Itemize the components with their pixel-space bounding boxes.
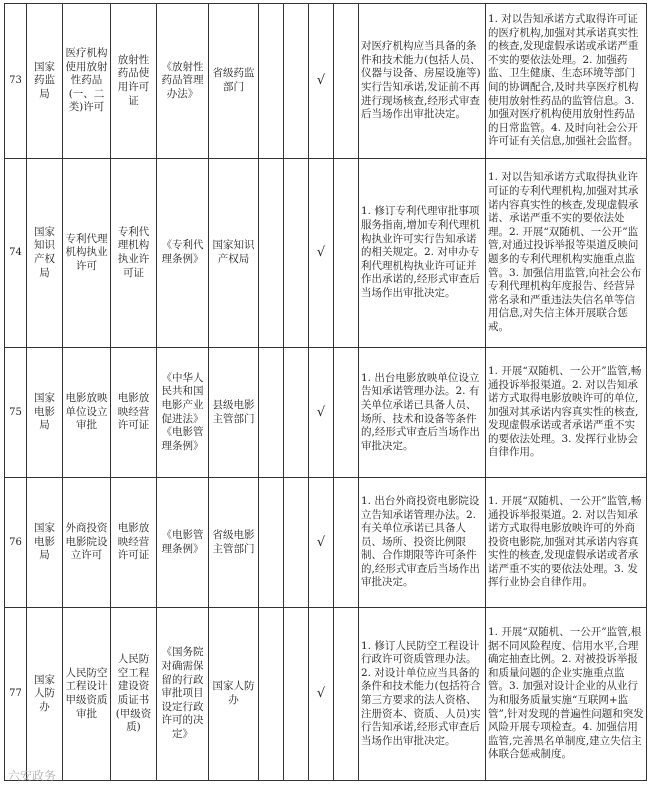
department-cell: 国家电影局 (27, 348, 63, 478)
basis-cell: 《电影管理条例》 (157, 478, 209, 608)
item-cell: 外商投资电影院设立许可 (63, 478, 111, 608)
measure-cell: 1. 修订人民防空工程设计行政许可资质管理办法。2. 对设计单位应当具备的条件和技术能力(包括符合第三方要求的法人资格、注册资本、资质、人员)实行告知承诺,经形式审查后当场作出审批决定。 (359, 608, 486, 781)
empty-cell (259, 4, 284, 159)
table-row (5, 159, 647, 348)
item-cell: 医疗机构使用放射性药品(一、二类)许可 (63, 4, 111, 159)
authority-cell: 国家人防办 (209, 608, 259, 781)
supervision-cell: 1. 对以告知承诺方式取得执业许可证的专利代理机构,加强对其承诺内容真实性的核查,发现虚假承诺、承诺严重不实的要依法处理。2. 开展“双随机、一公开”监管,对通过投诉举报等渠道反映问题多的专利代理机构实施重点监管。3. 加强信用监管,向社会公布专利代理机构年度报告、经营异常名录和严重违法失信名单等信用信息,对失信主体开展联合惩戒。 (486, 159, 647, 348)
empty-cell (334, 348, 359, 478)
authority-cell: 省级药监部门 (209, 4, 259, 159)
check-mark: √ (309, 608, 334, 781)
check-mark: √ (309, 159, 334, 348)
basis-cell: 《放射性药品管理办法》 (157, 4, 209, 159)
authority-cell: 县级电影主管部门 (209, 348, 259, 478)
department-cell: 国家人防办 (27, 608, 63, 781)
license-cell: 电影放映经营许可证 (111, 478, 157, 608)
department-cell: 国家药监局 (27, 4, 63, 159)
row-number: 76 (5, 478, 27, 608)
empty-cell (259, 348, 284, 478)
empty-cell (284, 478, 309, 608)
basis-cell: 《中华人民共和国电影产业促进法》《电影管理条例》 (157, 348, 209, 478)
measure-cell: 1. 出台外商投资电影院设立告知承诺管理办法。2. 有关单位承诺已具备人员、场所、投资比例限制、合作期限等许可条件的,经形式审查后当场作出审批决定。 (359, 478, 486, 608)
table-row (5, 478, 647, 608)
supervision-cell: 1. 开展“双随机、一公开”监管,畅通投诉举报渠道。2. 对以告知承诺方式取得电影放映许可的外商投资电影院,加强对其承诺内容真实性的核查,发现虚假承诺或者承诺严重不实的要依法处理。3. 发挥行业协会自律作用。 (486, 478, 647, 608)
supervision-cell: 1. 开展“双随机、一公开”监管,根据不同风险程度、信用水平,合理确定抽查比例。2. 对被投诉举报和质量问题的企业实施重点监管。3. 加强对设计企业的从业行为和服务质量实施“互联网+监管”,针对发现的普遍性问题和突发风险开展专项检查。4. 加强信用监管,完善黑名单制度,建立失信主体联合惩戒制度。 (486, 608, 647, 781)
authority-cell: 国家知识产权局 (209, 159, 259, 348)
department-cell: 国家知识产权局 (27, 159, 63, 348)
watermark-logo (8, 767, 56, 784)
supervision-cell: 1. 开展“双随机、一公开”监管,畅通投诉举报渠道。2. 对以告知承诺方式取得电影放映许可的单位,加强对其承诺内容真实性的核查,发现虚假承诺或者承诺严重不实的要依法处理。3. 发挥行业协会自律作用。 (486, 348, 647, 478)
license-table (4, 3, 647, 781)
table-row (5, 608, 647, 781)
item-cell: 人民防空工程设计甲级资质审批 (63, 608, 111, 781)
empty-cell (259, 478, 284, 608)
department-cell: 国家电影局 (27, 478, 63, 608)
license-cell: 电影放映经营许可证 (111, 348, 157, 478)
check-mark: √ (309, 348, 334, 478)
row-number: 73 (5, 4, 27, 159)
check-mark: √ (309, 478, 334, 608)
license-cell: 放射性药品使用许可证 (111, 4, 157, 159)
measure-cell: 1. 出台电影放映单位设立告知承诺管理办法。2. 有关单位承诺已具备人员、场所、技术和设备等条件的,经形式审查后当场作出审批决定。 (359, 348, 486, 478)
empty-cell (334, 608, 359, 781)
item-cell: 专利代理机构执业许可 (63, 159, 111, 348)
empty-cell (284, 608, 309, 781)
item-cell: 电影放映单位设立审批 (63, 348, 111, 478)
check-mark: √ (309, 4, 334, 159)
license-cell: 专利代理机构执业许可证 (111, 159, 157, 348)
basis-cell: 《国务院对确需保留的行政审批项目设定行政许可的决定》 (157, 608, 209, 781)
authority-cell: 省级电影主管部门 (209, 478, 259, 608)
supervision-cell: 1. 对以告知承诺方式取得许可证的医疗机构,加强对其承诺真实性的核查,发现虚假承诺或承诺严重不实的要依法处理。2. 加强药监、卫生健康、生态环境等部门间的协调配合,及时共享医疗机构使用放射性药品的监管信息。3. 加强对医疗机构使用放射性药品的日常监管。4. 及时向社会公开许可证有关信息,加强社会监督。 (486, 4, 647, 159)
row-number: 74 (5, 159, 27, 348)
empty-cell (259, 159, 284, 348)
table-row (5, 4, 647, 159)
empty-cell (259, 608, 284, 781)
empty-cell (334, 4, 359, 159)
empty-cell (284, 348, 309, 478)
measure-cell: 对医疗机构应当具备的条件和技术能力(包括人员、仪器与设备、房屋设施等)实行告知承诺,发证前不再进行现场核查,经形式审查后当场作出审批决定。 (359, 4, 486, 159)
empty-cell (284, 159, 309, 348)
license-cell: 人民防空工程建设资质证书(甲级资质) (111, 608, 157, 781)
empty-cell (284, 4, 309, 159)
row-number: 75 (5, 348, 27, 478)
table-row (5, 348, 647, 478)
basis-cell: 《专利代理条例》 (157, 159, 209, 348)
measure-cell: 1. 修订专利代理审批事项服务指南,增加专利代理机构执业许可实行告知承诺的相关规定。2. 对申办专利代理机构执业许可证并作出承诺的,经形式审查后当场作出审批决定。 (359, 159, 486, 348)
empty-cell (334, 478, 359, 608)
watermark-text: 六安政务 (8, 769, 57, 783)
empty-cell (334, 159, 359, 348)
row-number: 77 (5, 608, 27, 781)
